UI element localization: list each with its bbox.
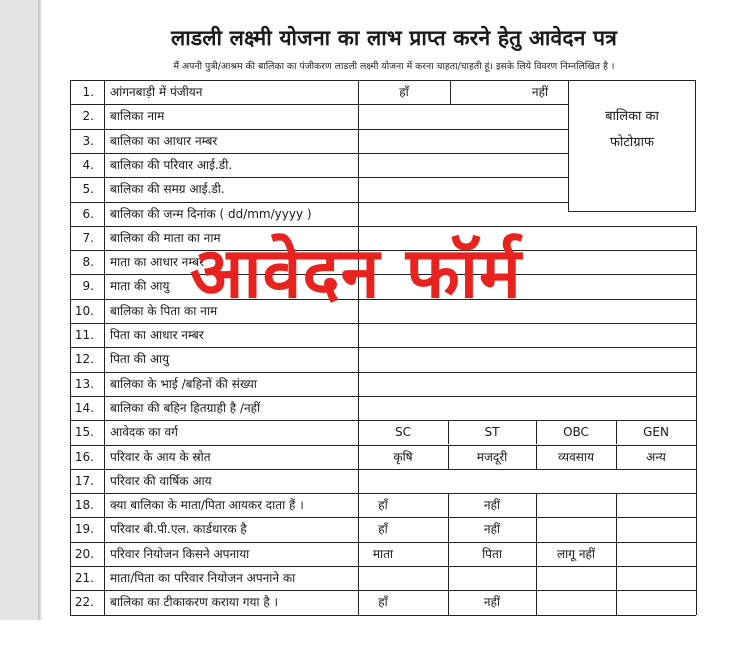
row-option[interactable]: माता — [372, 546, 394, 561]
row-label: पिता का आधार नम्बर — [110, 328, 204, 342]
row-label: क्या बालिका के माता/पिता आयकर दाता हैं । — [110, 498, 304, 513]
row-label: बालिका की जन्म दिनांक ( dd/mm/yyyy ) — [110, 206, 312, 221]
table-divider — [450, 80, 451, 104]
row-label: पिता की आयु — [110, 352, 170, 367]
row-number: 13. — [74, 376, 94, 391]
row-number: 14. — [74, 400, 94, 415]
row-label: माता का आधार नम्बर — [110, 255, 204, 270]
table-divider — [536, 517, 537, 541]
left-margin — [0, 0, 38, 620]
table-divider — [696, 226, 697, 615]
table-divider — [616, 566, 617, 590]
row-label: आवेदक का वर्ग — [110, 425, 178, 440]
photo-label-line1: बालिका का — [605, 109, 659, 124]
row-number: 16. — [74, 449, 94, 464]
table-rule — [70, 177, 568, 178]
table-rule — [70, 445, 696, 446]
row-option[interactable]: नहीं — [483, 498, 501, 513]
row-option[interactable]: ST — [484, 425, 500, 440]
row-option[interactable]: हाँ — [378, 595, 388, 610]
row-label: बालिका की परिवार आई.डी. — [110, 157, 233, 172]
row-option[interactable]: व्यवसाय — [558, 449, 594, 464]
table-divider — [536, 566, 537, 590]
photo-box[interactable] — [568, 80, 696, 212]
row-number: 18. — [74, 498, 94, 513]
table-divider — [616, 542, 617, 566]
row-option[interactable]: मजदूरी — [476, 449, 508, 464]
row-number: 8. — [82, 255, 94, 270]
table-rule — [70, 347, 696, 348]
row-number: 7. — [82, 230, 94, 245]
table-rule — [70, 104, 568, 105]
row-label: बालिका के भाई /बहिनों की संख्या — [110, 376, 257, 391]
form-subtitle: मैं अपनी पुत्री/आश्रम की बालिका का पंजीकरण लाडली लक्ष्मी योजना में करना चाहता/चाहती हूं। इसके लिये विवरण निम्नलिखित है । — [173, 61, 615, 72]
table-rule — [70, 202, 568, 203]
row-label: बालिका नाम — [110, 109, 165, 124]
row-label: परिवार के आय के स्रोत — [110, 449, 211, 464]
table-rule — [70, 493, 696, 494]
row-option[interactable]: OBC — [563, 425, 589, 440]
row-number: 2. — [82, 109, 94, 124]
table-divider — [616, 493, 617, 517]
table-rule — [70, 323, 696, 324]
photo-label-line2: फोटोग्राफ — [609, 135, 655, 150]
row-label: बालिका के पिता का नाम — [110, 303, 218, 318]
table-rule — [70, 420, 696, 421]
table-rule — [70, 469, 696, 470]
row-number: 11. — [74, 328, 94, 342]
row-number: 4. — [82, 157, 94, 172]
row-option[interactable]: SC — [395, 425, 411, 440]
table-divider — [536, 493, 537, 517]
table-rule — [70, 542, 696, 543]
row-number: 12. — [74, 352, 94, 367]
row-option[interactable]: नहीं — [483, 522, 501, 537]
row-number: 5. — [82, 182, 94, 197]
row-option[interactable]: लागू नहीं — [557, 546, 595, 561]
table-rule — [70, 517, 696, 518]
row-number: 21. — [74, 571, 94, 585]
watermark-text: आवेदन फॉर्म — [190, 232, 522, 314]
row-option[interactable]: हाँ — [378, 522, 388, 537]
row-option[interactable]: अन्य — [646, 449, 666, 464]
table-rule — [70, 226, 696, 227]
row-option[interactable]: नहीं — [483, 595, 501, 610]
table-rule — [70, 396, 696, 397]
row-option[interactable]: पिता — [482, 546, 502, 561]
form-title: लाडली लक्ष्मी योजना का लाभ प्राप्त करने हेतु आवेदन पत्र — [170, 26, 618, 50]
row-label: माता की आयु — [110, 279, 170, 294]
table-divider — [448, 566, 449, 590]
row-number: 20. — [74, 546, 94, 561]
table-rule — [70, 566, 696, 567]
row-label: माता/पिता का परिवार नियोजन अपनाने का — [110, 571, 296, 585]
row-number: 19. — [74, 522, 94, 537]
table-rule — [70, 590, 696, 591]
table-rule — [70, 615, 696, 616]
row-label: बालिका का आधार नम्बर — [110, 133, 218, 148]
table-divider — [536, 590, 537, 614]
row-option[interactable]: GEN — [643, 425, 669, 440]
row-number: 22. — [74, 595, 94, 610]
row-option[interactable]: हाँ — [378, 498, 388, 513]
row-option[interactable]: नहीं — [531, 85, 549, 99]
row-label: बालिका का टीकाकरण कराया गया है । — [110, 595, 279, 610]
table-rule — [70, 129, 568, 130]
row-label: बालिका की माता का नाम — [110, 230, 221, 245]
row-label: परिवार की वार्षिक आय — [110, 473, 212, 488]
table-divider — [104, 80, 105, 615]
table-rule — [70, 372, 696, 373]
row-number: 10. — [74, 303, 94, 318]
row-option[interactable]: हाँ — [399, 85, 409, 99]
row-label: परिवार बी.पी.एल. कार्डधारक है — [110, 522, 247, 537]
row-label: बालिका की बहिन हितग्राही है /नहीं — [110, 400, 261, 415]
row-label: परिवार नियोजन किसने अपनाया — [110, 546, 250, 561]
row-number: 3. — [82, 133, 94, 148]
row-number: 9. — [82, 279, 94, 294]
row-label: आंगनबाड़ी में पंजीयन — [110, 85, 203, 99]
row-number: 1. — [82, 85, 94, 99]
table-rule — [70, 153, 568, 154]
row-number: 15. — [74, 425, 94, 440]
row-label: बालिका की समग्र आई.डी. — [110, 182, 225, 197]
row-number: 6. — [82, 206, 94, 221]
table-divider — [616, 517, 617, 541]
row-option[interactable]: कृषि — [393, 449, 413, 464]
table-divider — [616, 590, 617, 614]
row-number: 17. — [74, 473, 94, 488]
